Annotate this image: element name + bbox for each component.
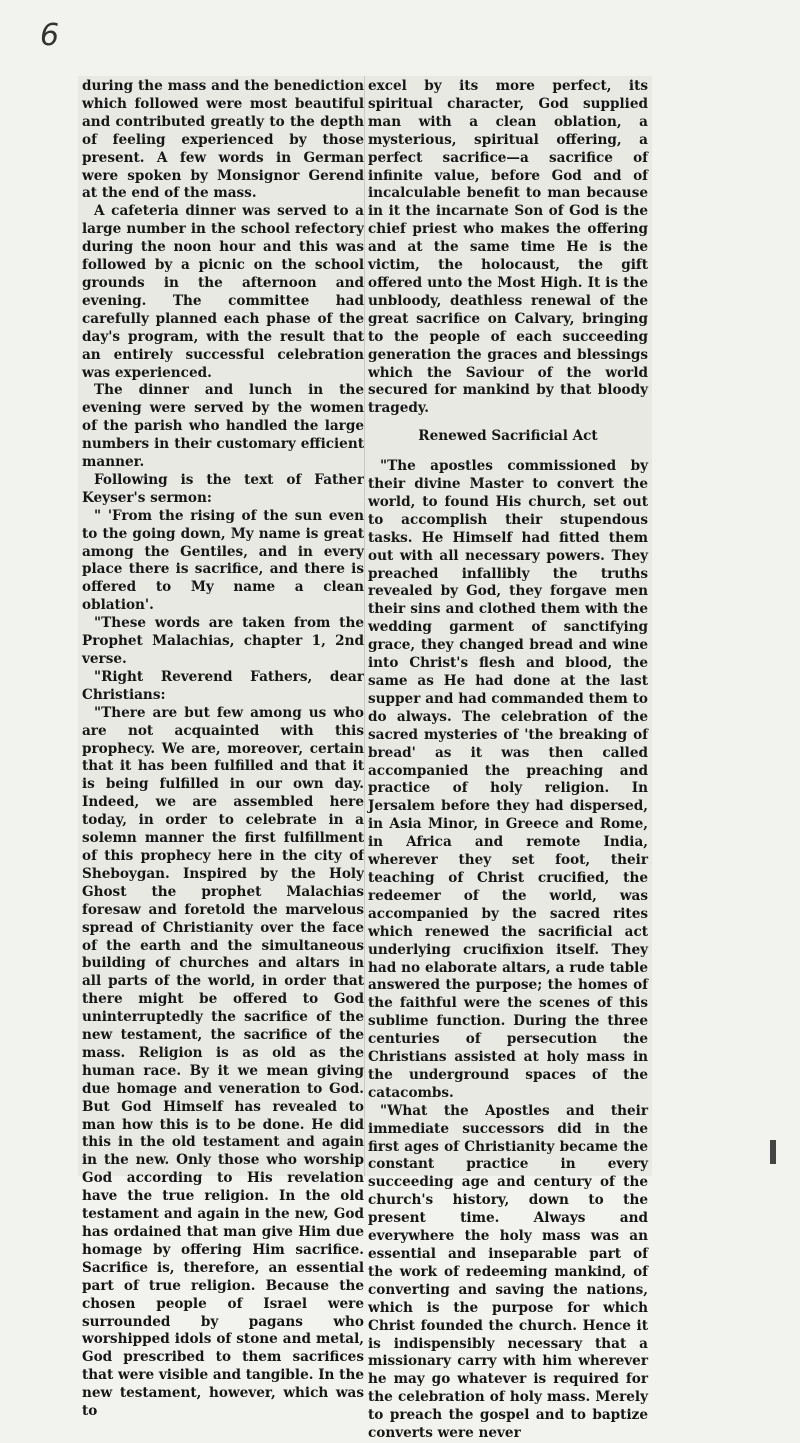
column-divider [364,76,365,1176]
paragraph: " 'From the rising of the sun even to the going down, My name is great among the Gentiles, and in every place there is sacrifice, and there is offered to My name a clean oblation'. [82,507,364,614]
paragraph: during the mass and the benediction which followed were most beautiful and contributed greatly to the depth of feeling experienced by those present. A few words in German were spoken by Monsignor Gerend at the end of the mass. [82,78,364,202]
edge-mark [770,1140,776,1164]
right-column [368,78,648,1443]
newspaper-clipping [78,76,652,1442]
paragraph: "What the Apostles and their immediate successors did in the first ages of Christianity became the constant practice in every succeeding age and century of the church's history, down to the present time. Always and everywhere the holy mass was an essential and inseparable part of the work of redeeming mankind, of converting and saving the nations, which is the purpose for which Christ founded the church. Hence it is indispensibly necessary that a missionary carry with him wherever he may go whatever is required for the celebration of holy mass. Merely to preach the gospel and to baptize converts were never [368,1102,648,1442]
paragraph: Following is the text of Father Keyser's sermon: [82,471,364,506]
paragraph: "Right Reverend Fathers, dear Christians: [82,668,364,703]
paragraph: A cafeteria dinner was served to a large number in the school refectory during the noon hour and this was followed by a picnic on the school grounds in the afternoon and evening. The committee had carefully planned each phase of the day's program, with the result that an entirely successful celebration was experienced. [82,203,364,381]
paragraph: "There are but few among us who are not acquainted with this prophecy. We are, moreover, certain that it has been fulfilled and that it is being fulfilled in our own day. Indeed, we are assembled here today, in order to celebrate in a solemn manner the first fulfillment of this prophecy here in the city of Sheboygan. Inspired by the Holy Ghost the prophet Malachias foresaw and foretold the marvelous spread of Christianity over the face of the earth and the simultaneous building of churches and altars in all parts of the world, in order that there might be offered to God uninterruptedly the sacrifice of the new testament, the sacrifice of the mass. Religion is as old as the human race. By it we mean giving due homage and veneration to God. But God Himself has revealed to man how this is to be done. He did this in the old testament and again in the new. Only those who worship God according to His revelation have the true religion. In the old testament and again in the new, God has ordained that man give Him due homage by offering Him sacrifice. Sacrifice is, therefore, an essential part of true religion. Because the chosen people of Israel were surrounded by pagans who worshipped idols of stone and metal, God prescribed to them sacrifices that were visible and tangible. In the new testament, however, which was to [82,704,364,1420]
paragraph: The dinner and lunch in the evening were served by the women of the parish who handled the large numbers in their customary efficient manner. [82,382,364,471]
subheading: Renewed Sacrificial Act [418,428,598,445]
paragraph: "These words are taken from the Prophet Malachias, chapter 1, 2nd verse. [82,615,364,667]
page-number: 6 [40,18,60,53]
paragraph: "The apostles commissioned by their divine Master to convert the world, to found His church, set out to accomplish their stupendous tasks. He Himself had fitted them out with all necessary powers. They preached infallibly the truths revealed by God, they forgave men their sins and clothed them with the wedding garment of sanctifying grace, they changed bread and wine into Christ's flesh and blood, the same as He had done at the last supper and had commanded them to do always. The celebration of the sacred mysteries of 'the breaking of bread' as it was then called accompanied the preaching and practice of holy religion. In Jersalem before they had dispersed, in Asia Minor, in Greece and Rome, in Africa and remote India, wherever they set foot, their teaching of Christ crucified, the redeemer of the world, was accompanied by the sacred rites which renewed the sacrificial act underlying crucifixion itself. They had no elaborate altars, a rude table answered the purpose; the homes of the faithful were the scenes of this sublime function. During the three centuries of persecution the Christians assisted at holy mass in the underground spaces of the catacombs. [368,458,648,1101]
left-column [82,78,364,1421]
paragraph: excel by its more perfect, its spiritual character, God supplied man with a clean oblation, a mysterious, spiritual offering, a perfect sacrifice—a sacrifice of infinite value, before God and of incalculable benefit to man because in it the incarnate Son of God is the chief priest who makes the offering and at the same time He is the victim, the holocaust, the gift offered unto the Most High. It is the unbloody, deathless renewal of the great sacrifice on Calvary, bringing to the people of each succeeding generation the graces and blessings which the Saviour of the world secured for mankind by that bloody tragedy. [368,78,648,417]
